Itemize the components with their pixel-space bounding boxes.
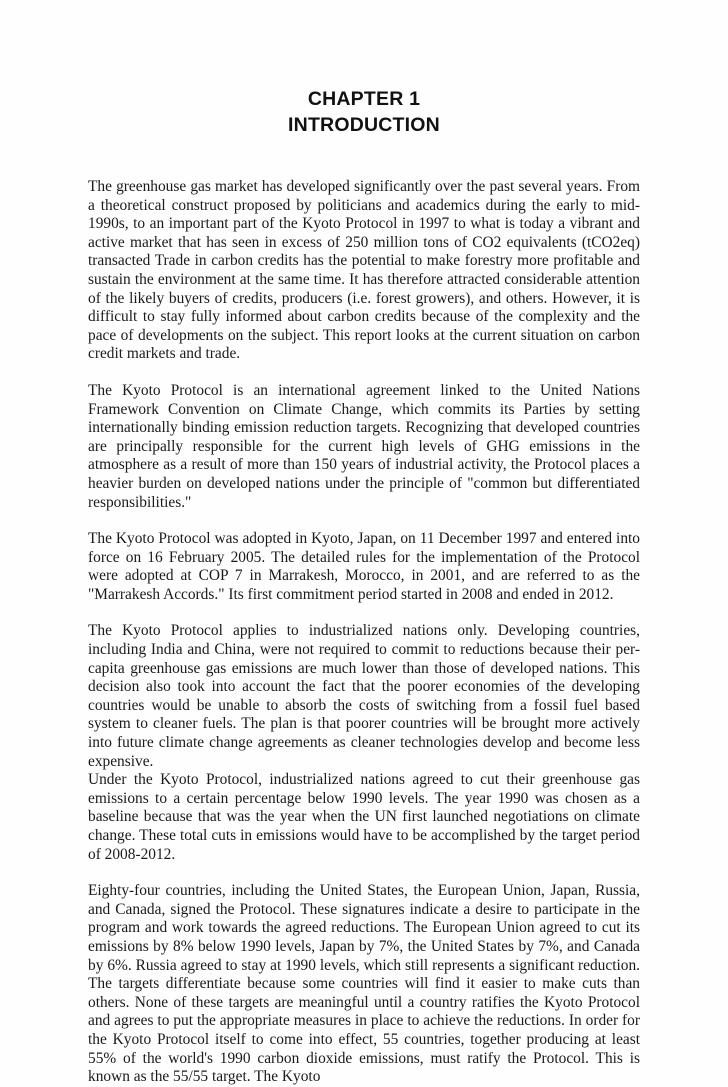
- body-paragraph: The greenhouse gas market has developed significantly over the past several years. From a theoretical construct proposed by politicians and academics during the early to mid-1990s, to an important part of the Kyoto Protocol in 1997 to what is today a vibrant and active market that has seen in excess of 250 million tons of CO2 equivalents (tCO2eq) transacted Trade in carbon credits has the potential to make forestry more profitable and sustain the environment at the same time. It has therefore attracted considerable attention of the likely buyers of credits, producers (i.e. forest growers), and others. However, it is difficult to stay fully informed about carbon credits because of the complexity and the pace of developments on the subject. This report looks at the current situation on carbon credit markets and trade.: [88, 178, 640, 363]
- body-paragraph: The Kyoto Protocol applies to industrialized nations only. Developing countries, including India and China, were not required to commit to reductions because their per-capita greenhouse gas emissions are much lower than those of developed nations. This decision also took into account the fact that the poorer economies of the developing countries would be unable to absorb the costs of switching from a fossil fuel based system to cleaner fuels. The plan is that poorer countries will be brought more actively into future climate change agreements as cleaner technologies develop and become less expensive.: [88, 622, 640, 770]
- body-paragraph: The Kyoto Protocol is an international agreement linked to the United Nations Framework Convention on Climate Change, which commits its Parties by setting internationally binding emission reduction targets. Recognizing that developed countries are principally responsible for the current high levels of GHG emissions in the atmosphere as a result of more than 150 years of industrial activity, the Protocol places a heavier burden on developed nations under the principle of "common but differentiated responsibilities.": [88, 381, 640, 511]
- page-title: [88, 0, 640, 138]
- body-paragraph: The Kyoto Protocol was adopted in Kyoto, Japan, on 11 December 1997 and entered into force on 16 February 2005. The detailed rules for the implementation of the Protocol were adopted at COP 7 in Marrakesh, Morocco, in 2001, and are referred to as the "Marrakesh Accords." Its first commitment period started in 2008 and ended in 2012.: [88, 530, 640, 603]
- section-title-label: INTRODUCTION: [288, 114, 440, 136]
- document-body: [88, 178, 640, 1087]
- body-paragraph: Eighty-four countries, including the United States, the European Union, Japan, Russia, and Canada, signed the Protocol. These signatures indicate a desire to participate in the program and work towards the agreed reductions. The European Union agreed to cut its emissions by 8% below 1990 levels, Japan by 7%, the United States by 7%, and Canada by 6%. Russia agreed to stay at 1990 levels, which still represents a significant reduction. The targets differentiate because some countries will find it easier to make cuts than others. None of these targets are meaningful until a country ratifies the Kyoto Protocol and agrees to put the appropriate measures in place to achieve the reductions. In order for the Kyoto Protocol itself to come into effect, 55 countries, together producing at least 55% of the world's 1990 carbon dioxide emissions, must ratify the Protocol. This is known as the 55/55 target. The Kyoto: [88, 882, 640, 1086]
- body-paragraph: Under the Kyoto Protocol, industrialized nations agreed to cut their greenhouse gas emissions to a certain percentage below 1990 levels. The year 1990 was chosen as a baseline because that was the year when the UN first launched negotiations on climate change. These total cuts in emissions would have to be accomplished by the target period of 2008-2012.: [88, 771, 640, 863]
- chapter-number-label: CHAPTER 1: [307, 88, 421, 110]
- page-content-column: [88, 0, 640, 1087]
